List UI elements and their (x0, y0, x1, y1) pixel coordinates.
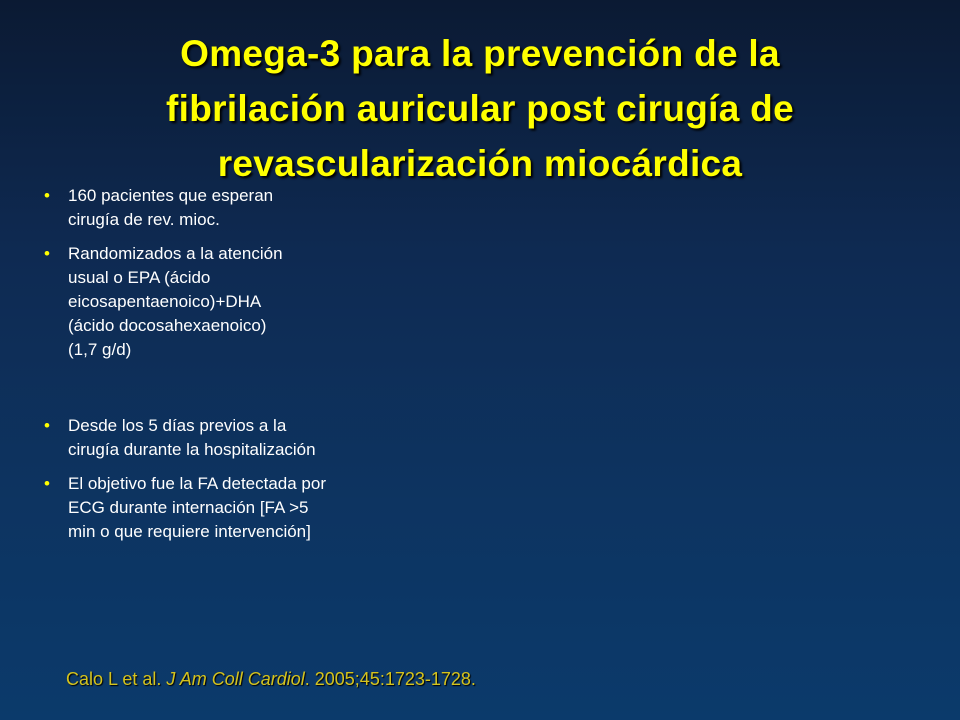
bullet-line: Desde los 5 días previos a la (68, 416, 287, 435)
bullet-icon: • (44, 186, 50, 205)
bullet-icon: • (44, 244, 50, 263)
bullet-item-randomized (44, 242, 414, 362)
title-line-1: Omega-3 para la prevención de la (180, 33, 780, 74)
bullet-icon: • (44, 416, 50, 435)
bullet-list (44, 184, 414, 554)
citation (66, 667, 476, 691)
bullet-icon: • (44, 474, 50, 493)
bullet-line: El objetivo fue la FA detectada por (68, 474, 327, 493)
bullet-line: (ácido docosahexaenoico) (68, 316, 267, 335)
bullet-line: cirugía durante la hospitalización (68, 440, 316, 459)
bullet-line: cirugía de rev. mioc. (68, 210, 220, 229)
bullet-line: Randomizados a la atención (68, 244, 283, 263)
bullet-line: usual o EPA (ácido (68, 268, 211, 287)
bullet-line: min o que requiere intervención] (68, 522, 311, 541)
citation-authors: Calo L et al. (66, 669, 167, 689)
slide-title (40, 26, 920, 191)
bullet-line: eicosapentaenoico)+DHA (68, 292, 262, 311)
bullet-item-patients (44, 184, 414, 232)
citation-journal: J Am Coll Cardiol (166, 669, 305, 689)
citation-details: . 2005;45:1723-1728. (304, 669, 476, 689)
bullet-line: 160 pacientes que esperan (68, 186, 274, 205)
title-line-3: revascularización miocárdica (217, 143, 743, 184)
bullet-line: ECG durante internación [FA >5 (68, 498, 309, 517)
bullet-line: (1,7 g/d) (68, 340, 132, 359)
title-line-2: fibrilación auricular post cirugía de (166, 88, 794, 129)
bullet-item-objective (44, 472, 414, 544)
bullet-item-duration (44, 414, 414, 462)
